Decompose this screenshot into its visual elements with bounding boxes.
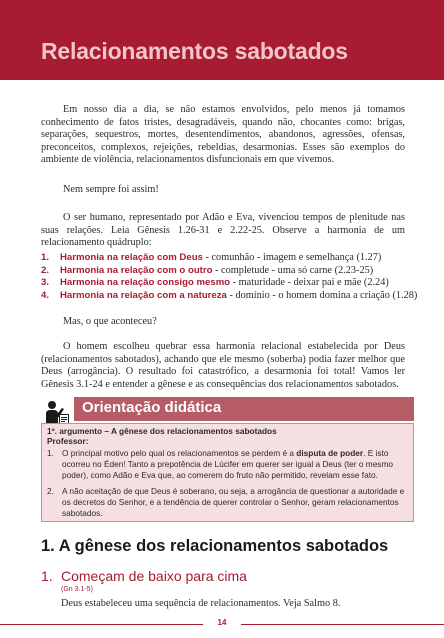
subsection-number: 1. bbox=[41, 568, 53, 584]
orientacao-item bbox=[47, 486, 409, 518]
harmony-description: - domínio - o homem domina a criação (1.28) bbox=[226, 289, 418, 301]
intro-paragraph-3: O ser humano, representado por Adão e Eva, vivenciou tempos de plenitude nas suas relações. Leia Gênesis 1.26-31 e 2.22-25. Observe a harmonia de um relacionamento quádruplo: bbox=[41, 212, 405, 249]
item-number: 2. bbox=[47, 486, 54, 496]
orientacao-item bbox=[47, 448, 409, 480]
harmony-title: Harmonia na relação com a natureza bbox=[60, 289, 227, 301]
conclusion-paragraph: O homem escolheu quebrar essa harmonia relacional estabelecida por Deus (relacionamentos sabotados), achando que ele mesmo (soberba) podia fazer melhor que Deus (arrogância). O resultado foi catastrófico, a desarmonia foi total! Vamos ler Gênesis 3.1-24 e entender a gênese e as consequências dos relacionamentos sabotados. bbox=[41, 341, 405, 390]
footer-line-left bbox=[0, 624, 203, 625]
intro-paragraph-1: Em nosso dia a dia, se não estamos envolvidos, pelo menos já tomamos conhecimento de fatos tristes, desagradáveis, quando não, chocantes como: brigas, separações, sequestros, mortes, desentendimentos, abandonos, agressões, ofensas, preconceitos, complexos, rejeições, rebeldias, desarmonias. Esses são exemplos do ambiente de violência, relacionamentos disfuncionais em que vivemos. bbox=[41, 104, 405, 166]
harmony-list bbox=[41, 252, 421, 302]
harmony-description: - maturidade - deixar pai e mãe (2.24) bbox=[230, 277, 389, 289]
intro-paragraph-2: Nem sempre foi assim! bbox=[63, 184, 159, 195]
item-text: A não aceitação de que Deus é soberano, ou seja, a arrogância de questionar a autoridade e os decretos do Senhor, e a tendência de querer controlar o Senhor, geram relacionamentos sabotados. bbox=[62, 486, 405, 518]
item-text: . E isto ocorreu no Éden! Tanto a prepotência de Lúcifer em querer ser igual a Deus (ter o mesmo poder), como Adão e Eva que, ao comerem do fruto não permitido, revelam esse fato. bbox=[62, 448, 393, 480]
harmony-item bbox=[41, 252, 421, 265]
subsection-title: Começam de baixo para cima bbox=[61, 568, 247, 584]
harmony-number: 3. bbox=[41, 277, 50, 289]
harmony-item bbox=[41, 290, 421, 303]
teacher-icon bbox=[45, 400, 69, 424]
section-heading: 1. A gênese dos relacionamentos sabotados bbox=[41, 537, 389, 555]
harmony-item bbox=[41, 277, 421, 290]
harmony-description: - comunhão - imagem e semelhança (1.27) bbox=[202, 252, 382, 263]
harmony-title: Harmonia na relação com Deus bbox=[60, 252, 203, 263]
professor-label: Professor: bbox=[47, 436, 89, 446]
subsection-text: Deus estabeleceu uma sequência de relacionamentos. Veja Salmo 8. bbox=[61, 598, 341, 609]
header-band bbox=[0, 0, 444, 80]
harmony-number: 2. bbox=[41, 264, 50, 276]
page-number: 14 bbox=[217, 618, 227, 627]
footer-line-right bbox=[241, 624, 444, 625]
argument-heading: 1º. argumento – A gênese dos relacionamentos sabotados bbox=[47, 426, 277, 436]
harmony-title: Harmonia na relação consigo mesmo bbox=[60, 277, 231, 289]
question-paragraph: Mas, o que aconteceu? bbox=[63, 316, 157, 327]
item-text: O principal motivo pelo qual os relacionamentos se perdem é a bbox=[62, 448, 297, 458]
subsection-heading bbox=[41, 568, 247, 584]
harmony-number: 4. bbox=[41, 289, 50, 301]
harmony-title: Harmonia na relação com o outro bbox=[60, 264, 213, 276]
harmony-item bbox=[41, 265, 421, 278]
page-title: Relacionamentos sabotados bbox=[41, 38, 348, 64]
harmony-description: - completude - uma só carne (2.23-25) bbox=[212, 264, 374, 276]
item-number: 1. bbox=[47, 448, 54, 458]
item-emphasis: disputa de poder bbox=[296, 448, 364, 458]
scripture-reference: (Gn 3.1-5) bbox=[61, 586, 93, 593]
orientacao-title: Orientação didática bbox=[82, 399, 222, 416]
harmony-number: 1. bbox=[41, 252, 50, 263]
